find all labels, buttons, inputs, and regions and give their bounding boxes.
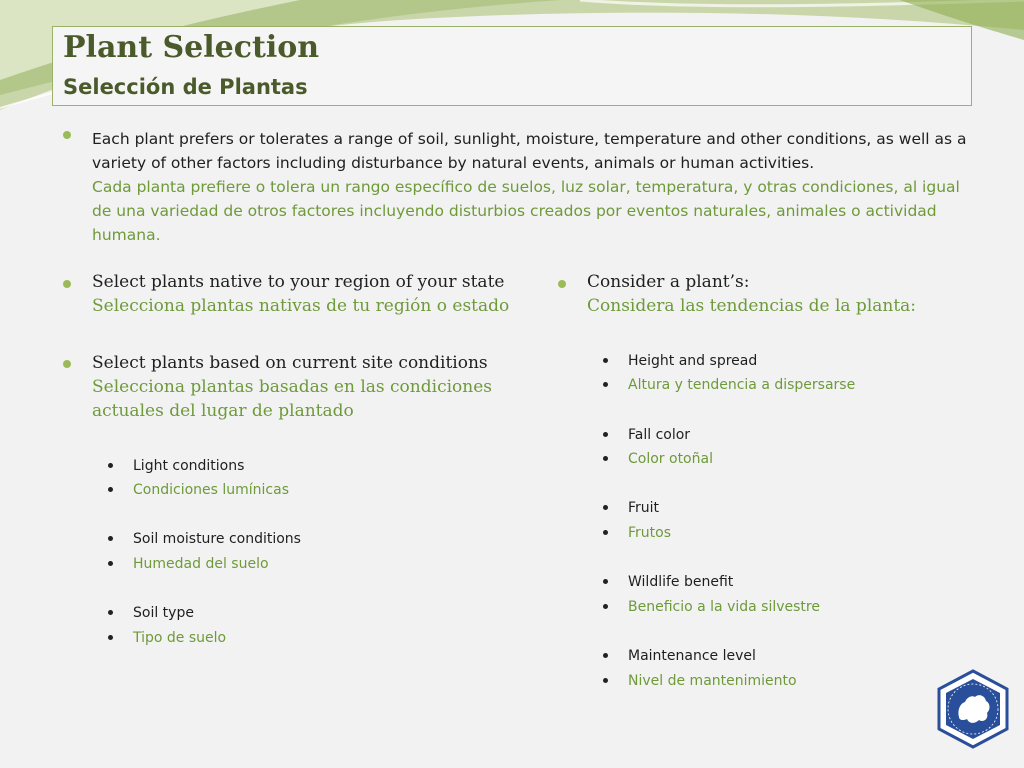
left-subitem-es: Tipo de suelo [133, 629, 226, 647]
right-item-consider [587, 270, 987, 318]
bullet-icon [603, 678, 608, 683]
intro-spanish: Cada planta prefiere o tolera un rango específico de suelos, luz solar, temperatura, y otras condiciones, al igual de una variedad de otros factores incluyendo disturbios creados por eventos naturales, animales o actividad humana. [92, 178, 960, 244]
bullet-icon [108, 463, 113, 468]
left-subitem-es: Condiciones lumínicas [133, 481, 289, 499]
left-item-site-es: Selecciona plantas basadas en las condiciones actuales del lugar de plantado [92, 377, 492, 421]
right-subitem-en: Maintenance level [628, 647, 756, 665]
left-item-site-en: Select plants based on current site conditions [92, 353, 488, 373]
bullet-icon [603, 432, 608, 437]
bullet-icon [108, 610, 113, 615]
bullet-icon [108, 536, 113, 541]
bullet-icon [108, 561, 113, 566]
bullet-icon [603, 530, 608, 535]
slide-title: Plant Selection [63, 30, 320, 65]
right-subitem-es: Altura y tendencia a dispersarse [628, 376, 855, 394]
bullet-icon [108, 635, 113, 640]
title-box [52, 26, 972, 106]
bullet-icon [63, 131, 71, 139]
right-subitem-en: Fruit [628, 499, 659, 517]
right-item-consider-es: Considera las tendencias de la planta: [587, 296, 917, 316]
bullet-icon [603, 358, 608, 363]
bullet-icon [558, 280, 566, 288]
intro-paragraph [92, 127, 972, 247]
bullet-icon [603, 505, 608, 510]
intro-english: Each plant prefers or tolerates a range of soil, sunlight, moisture, temperature and other conditions, as well as a variety of other factors including disturbance by natural events, animals or human activities. [92, 130, 967, 172]
right-subitem-en: Wildlife benefit [628, 573, 733, 591]
bullet-icon [108, 487, 113, 492]
right-subitem-es: Frutos [628, 524, 671, 542]
bullet-icon [603, 579, 608, 584]
left-item-native-es: Selecciona plantas nativas de tu región o estado [92, 296, 510, 316]
left-subitem-en: Soil type [133, 604, 194, 622]
left-item-native-en: Select plants native to your region of your state [92, 272, 505, 292]
slide-subtitle: Selección de Plantas [63, 75, 308, 99]
bullet-icon [603, 456, 608, 461]
left-subitem-en: Light conditions [133, 457, 244, 475]
bullet-icon [603, 604, 608, 609]
bullet-icon [63, 360, 71, 368]
right-subitem-en: Fall color [628, 426, 690, 444]
right-subitem-en: Height and spread [628, 352, 757, 370]
left-subitem-en: Soil moisture conditions [133, 530, 301, 548]
left-subitem-es: Humedad del suelo [133, 555, 269, 573]
right-item-consider-en: Consider a plant’s: [587, 272, 750, 292]
right-subitem-es: Color otoñal [628, 450, 713, 468]
bullet-icon [603, 382, 608, 387]
bullet-icon [63, 280, 71, 288]
bullet-icon [603, 653, 608, 658]
state-shape-seal-icon [937, 669, 1009, 749]
right-subitem-es: Beneficio a la vida silvestre [628, 598, 820, 616]
left-item-native [92, 270, 532, 318]
left-item-site [92, 351, 512, 423]
right-subitem-es: Nivel de mantenimiento [628, 672, 797, 690]
